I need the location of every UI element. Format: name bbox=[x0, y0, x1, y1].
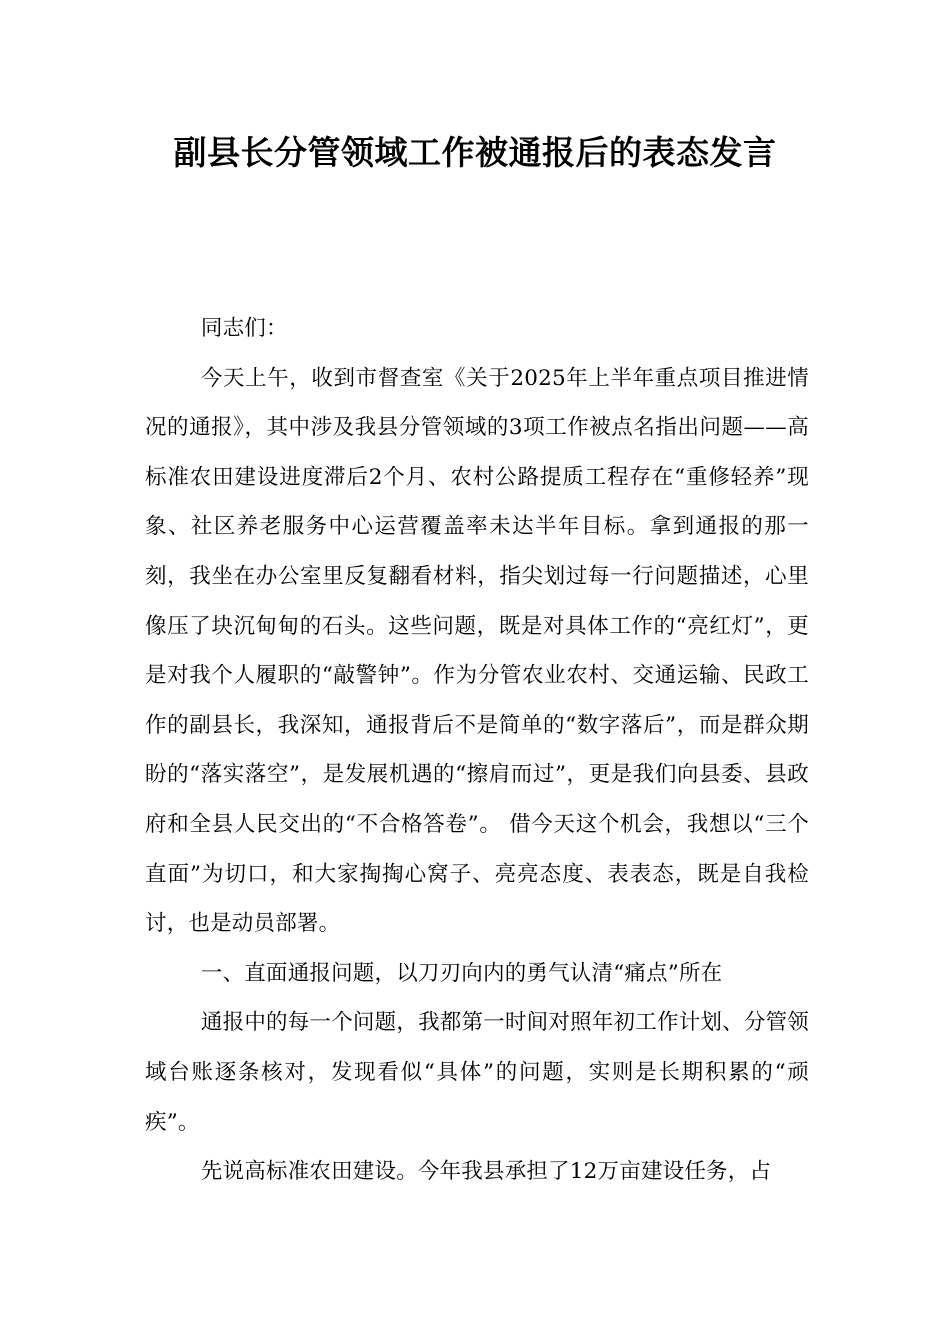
body-paragraph: 先说高标准农田建设。今年我县承担了12万亩建设任务，占 bbox=[200, 1159, 772, 1185]
body-paragraph: 今天上午，收到市督查室《关于2025年上半年重点项目推进情况的通报》，其中涉及我县分管领域的3项工作被点名指出问题——高标准农田建设进度滞后2个月、农村公路提质工程存在“重修轻养”现象、社区养老服务中心运营覆盖率未达半年目标。拿到通报的那一刻，我坐在办公室里反复翻看材料，指尖划过每一行问题描述，心里像压了块沉甸甸的石头。这些问题，既是对具体工作的“亮红灯”，更是对我个人履职的“敲警钟”。作为分管农业农村、交通运输、民政工作的副县长，我深知，通报背后不是简单的“数字落后”，而是群众期盼的“落实落空”，是发展机遇的“擦肩而过”，更是我们向县委、县政府和全县人民交出的“不合格答卷”。 借今天这个机会，我想以“三个直面”为切口，和大家掏掏心窝子、亮亮态度、表表态，既是自我检讨，也是动员部署。 bbox=[145, 365, 809, 937]
document-title: 副县长分管领域工作被通报后的表态发言 bbox=[173, 133, 777, 172]
section-heading: 一、直面通报问题，以刀刃向内的勇气认清“痛点”所在 bbox=[200, 960, 723, 986]
body-paragraph: 通报中的每一个问题，我都第一时间对照年初工作计划、分管领域台账逐条核对，发现看似“具体”的问题，实则是长期积累的“顽疾”。 bbox=[145, 1010, 809, 1135]
salutation-paragraph: 同志们： bbox=[200, 316, 288, 341]
document-body bbox=[145, 304, 809, 1197]
